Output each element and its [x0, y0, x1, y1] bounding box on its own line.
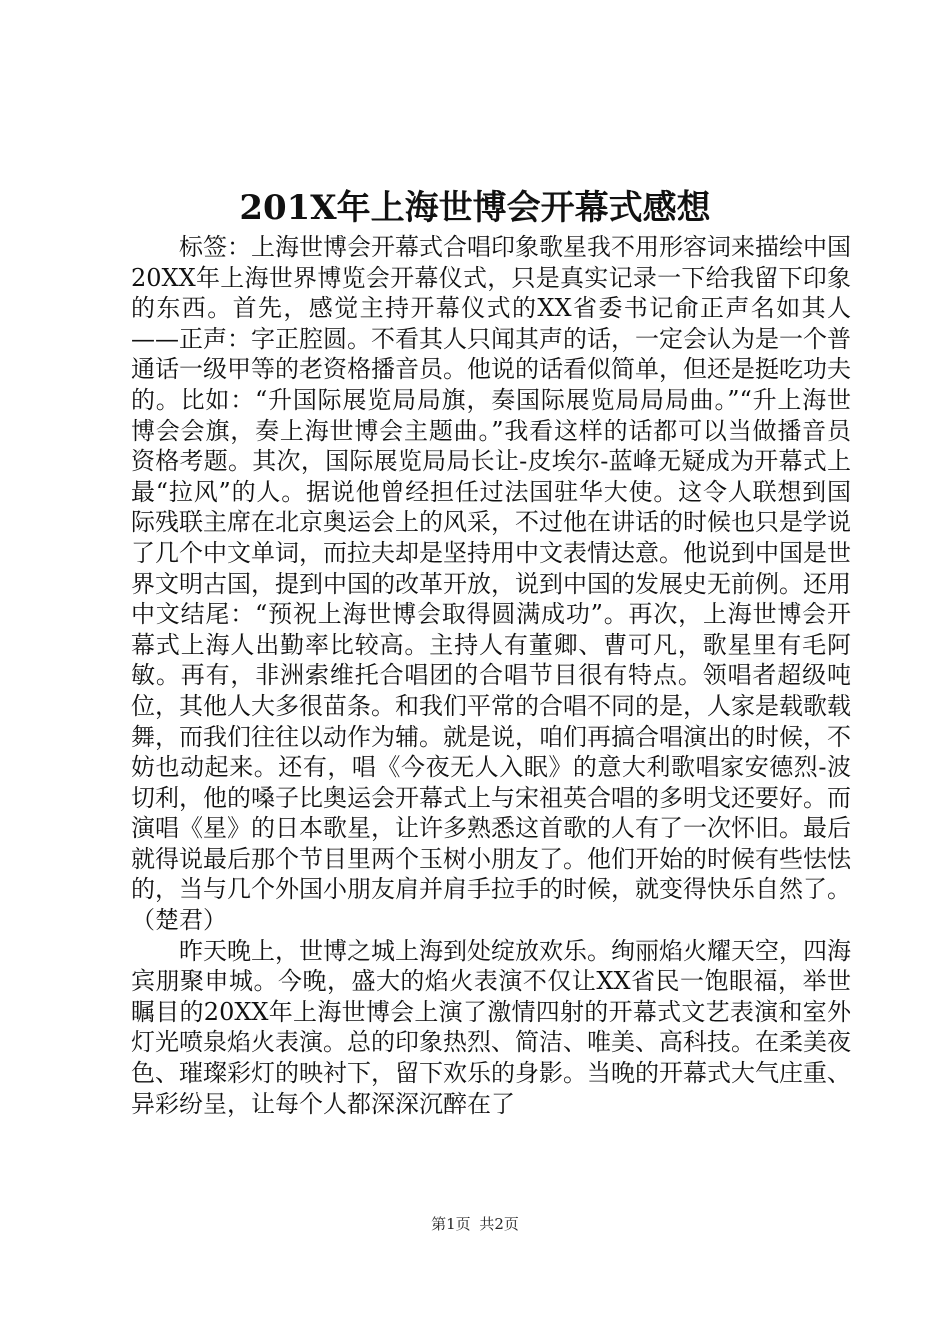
- page-footer: [0, 1214, 950, 1234]
- document-title: 201X年上海世博会开幕式感想: [239, 188, 711, 228]
- paragraph-1: 标签：上海世博会开幕式合唱印象歌星我不用形容词来描绘中国20XX年上海世界博览会开幕仪式，只是真实记录一下给我留下印象的东西。首先，感觉主持开幕仪式的XX省委书记俞正声名如其人——正声：字正腔圆。不看其人只闻其声的话，一定会认为是一个普通话一级甲等的老资格播音员。他说的话看似简单，但还是挺吃功夫的。比如：“升国际展览局局旗，奏国际展览局局局曲。”“升上海世博会会旗，奏上海世博会主题曲。”我看这样的话都可以当做播音员资格考题。其次，国际展览局局长让-皮埃尔-蓝峰无疑成为开幕式上最“拉风”的人。据说他曾经担任过法国驻华大使。这令人联想到国际残联主席在北京奥运会上的风采，不过他在讲话的时候也只是学说了几个中文单词，而拉夫却是坚持用中文表情达意。他说到中国是世界文明古国，提到中国的改革开放，说到中国的发展史无前例。还用中文结尾：“预祝上海世博会取得圆满成功”。再次，上海世博会开幕式上海人出勤率比较高。主持人有董卿、曹可凡，歌星里有毛阿敏。再有，非洲索维托合唱团的合唱节目很有特点。领唱者超级吨位，其他人大多很苗条。和我们平常的合唱不同的是，人家是载歌载舞，而我们往往以动作为辅。就是说，咱们再搞合唱演出的时候，不妨也动起来。还有，唱《今夜无人入眠》的意大利歌唱家安德烈-波切利，他的嗓子比奥运会开幕式上与宋祖英合唱的多明戈还要好。而演唱《星》的日本歌星，让许多熟悉这首歌的人有了一次怀旧。最后就得说最后那个节目里两个玉树小朋友了。他们开始的时候有些怯怯的，当与几个外国小朋友肩并肩手拉手的时候，就变得快乐自然了。（楚君）: [131, 233, 851, 935]
- paragraph-2: 昨天晚上，世博之城上海到处绽放欢乐。绚丽焰火耀天空，四海宾朋聚申城。今晚，盛大的焰火表演不仅让XX省民一饱眼福，举世瞩目的20XX年上海世博会上演了激情四射的开幕式文艺表演和室外灯光喷泉焰火表演。总的印象热烈、简洁、唯美、高科技。在柔美夜色、璀璨彩灯的映衬下，留下欢乐的身影。当晚的开幕式大气庄重、异彩纷呈，让每个人都深深沉醉在了: [131, 936, 851, 1118]
- page-total: 共2页: [479, 1215, 519, 1233]
- document-body: [131, 232, 851, 1119]
- page-number: 第1页: [431, 1215, 471, 1233]
